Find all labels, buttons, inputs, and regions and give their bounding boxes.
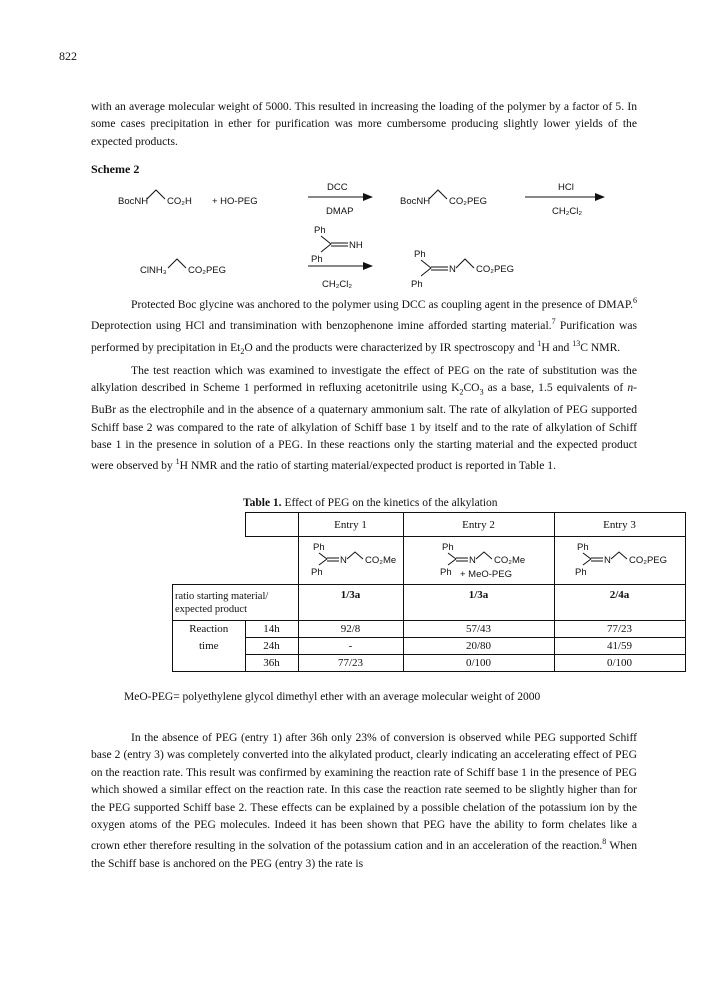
svg-text:N: N	[468, 555, 476, 566]
svg-text:Ph: Ph	[574, 567, 587, 578]
table-cell: 77/23	[298, 655, 403, 672]
time-label: time	[173, 638, 246, 655]
time-24h: 24h	[245, 638, 298, 655]
structure-entry-1	[298, 537, 403, 585]
page-number: 822	[59, 49, 77, 63]
chain-bond	[147, 190, 165, 199]
structure-entry-3	[554, 537, 685, 585]
product-ph-bottom: Ph	[411, 279, 423, 290]
table-cell: 0/100	[403, 655, 554, 672]
imine-ph-bottom: Ph	[311, 254, 323, 265]
product-ph-top: Ph	[414, 249, 426, 260]
reagent-dmap: DMAP	[326, 206, 354, 217]
ammonium-ester-label: CO₂PEG	[188, 265, 226, 276]
imine-nh: NH	[349, 240, 363, 251]
svg-text:CO₂Me: CO₂Me	[364, 555, 396, 566]
acid-label: CO₂H	[167, 196, 192, 207]
results-table	[172, 512, 686, 672]
svg-text:Ph: Ph	[312, 542, 325, 553]
svg-text:N: N	[339, 555, 347, 566]
chain-bond	[429, 190, 447, 199]
reagent-dcc: DCC	[327, 182, 348, 193]
ammonium-label: ClNH₃	[140, 265, 167, 276]
ratio-label: ratio starting material/ expected product	[173, 585, 299, 621]
product-ester: CO₂PEG	[476, 264, 514, 275]
table-cell: 0/100	[554, 655, 685, 672]
header-entry-1: Entry 1	[298, 513, 403, 537]
paragraph-test-reaction: The test reaction which was examined to investigate the effect of PEG on the rate of substitution was the alkylation described in Scheme 1 performed in refluxing acetonitrile using $K_2CO_3$ as a base, 1.5 equivalents of n-BuBr as the electrophile and in the absence of a quaternary ammonium salt. The rate of alkylation of PEG supported Schiff base 2 was compared to the rate of alkylation of Schiff base 1 by itself and to the rate of alkylation of Schiff base 1 in the presence in solution of a PEG. In these reactions only the starting material and the expected product were observed by $^1$H NMR and the ratio of starting material/expected product is reported in Table 1.	[91, 364, 637, 473]
ratio-entry-2: 1/3a	[403, 585, 554, 621]
boc-ester-label: BocNH	[400, 196, 431, 207]
table-cell: -	[298, 638, 403, 655]
table-footnote: MeO-PEG= polyethylene glycol dimethyl ether with an average molecular weight of 2000	[124, 691, 541, 703]
svg-text:Ph: Ph	[310, 567, 323, 578]
paragraph-synthesis: Protected Boc glycine was anchored to the polymer using DCC as coupling agent in the presence of DMAP.$^6$ Deprotection using HCl and transimination with benzophenone imine afforded starting material.$^7$ Purification was performed by precipitation in $Et_2O$ and the products were characterized by IR spectroscopy and $^1$H and $^{13}$C NMR.	[91, 296, 637, 356]
ratio-entry-1: 1/3a	[298, 585, 403, 621]
svg-text:N: N	[603, 555, 611, 566]
svg-text:CO₂Me: CO₂Me	[493, 555, 525, 566]
ester-peg-label: CO₂PEG	[449, 196, 487, 207]
ratio-entry-3: 2/4a	[554, 585, 685, 621]
svg-text:+ MeO-PEG: + MeO-PEG	[459, 569, 512, 580]
table-cell: 92/8	[298, 621, 403, 638]
svg-text:CO₂PEG: CO₂PEG	[628, 555, 667, 566]
time-14h: 14h	[245, 621, 298, 638]
solvent-ch2cl2: CH₂Cl₂	[322, 279, 353, 290]
product-n: N	[449, 264, 456, 275]
header-entry-3: Entry 3	[554, 513, 685, 537]
chain-bond	[168, 259, 186, 268]
table-cell: 41/59	[554, 638, 685, 655]
svg-text:Ph: Ph	[441, 542, 454, 553]
time-36h: 36h	[245, 655, 298, 672]
table-cell: 77/23	[554, 621, 685, 638]
svg-text:Ph: Ph	[576, 542, 589, 553]
header-entry-2: Entry 2	[403, 513, 554, 537]
scheme-2-diagram	[0, 0, 720, 300]
table-caption: Table 1. Effect of PEG on the kinetics of the alkylation	[243, 497, 498, 509]
table-cell: 20/80	[403, 638, 554, 655]
reagent-ch2cl2: CH₂Cl₂	[552, 206, 583, 217]
paragraph-intro: with an average molecular weight of 5000. This resulted in increasing the loading of the polymer by a factor of 5. In some cases precipitation in ether for purification was more cumbersome producing slightly lower yields of the expected products.	[91, 100, 637, 148]
table-cell: 57/43	[403, 621, 554, 638]
svg-text:Ph: Ph	[439, 567, 452, 578]
boc-glycine-label: BocNH	[118, 196, 149, 207]
scheme-title: Scheme 2	[91, 162, 140, 176]
structure-entry-2	[403, 537, 554, 585]
reaction-label: Reaction	[173, 621, 246, 638]
paragraph-discussion: In the absence of PEG (entry 1) after 36h only 23% of conversion is observed while PEG supported Schiff base 2 (entry 3) was completely converted into the alkylated product, clearly indicating an accelerating effect of PEG on the reaction rate. This result was confirmed by examining the reaction rate of Schiff base 1 in the presence of PEG which showed a similar effect on the reaction rate. In this case the reaction rate seemed to be slightly higher than for the PEG supported Schiff base 2. These effects can be explained by a possible chelation of the potassium ion by the oxygen atoms of the PEG molecules. Indeed it has been shown that PEG have the ability to form chelates like a crown ether therefore resulting in the solvation of the potassium cation and in an acceleration of the reaction.$^8$ When the Schiff base is anchored on the PEG (entry 3) the rate is	[91, 731, 637, 870]
ho-peg-label: + HO-PEG	[212, 196, 258, 207]
reagent-hcl: HCl	[558, 182, 574, 193]
imine-ph-top: Ph	[314, 225, 326, 236]
